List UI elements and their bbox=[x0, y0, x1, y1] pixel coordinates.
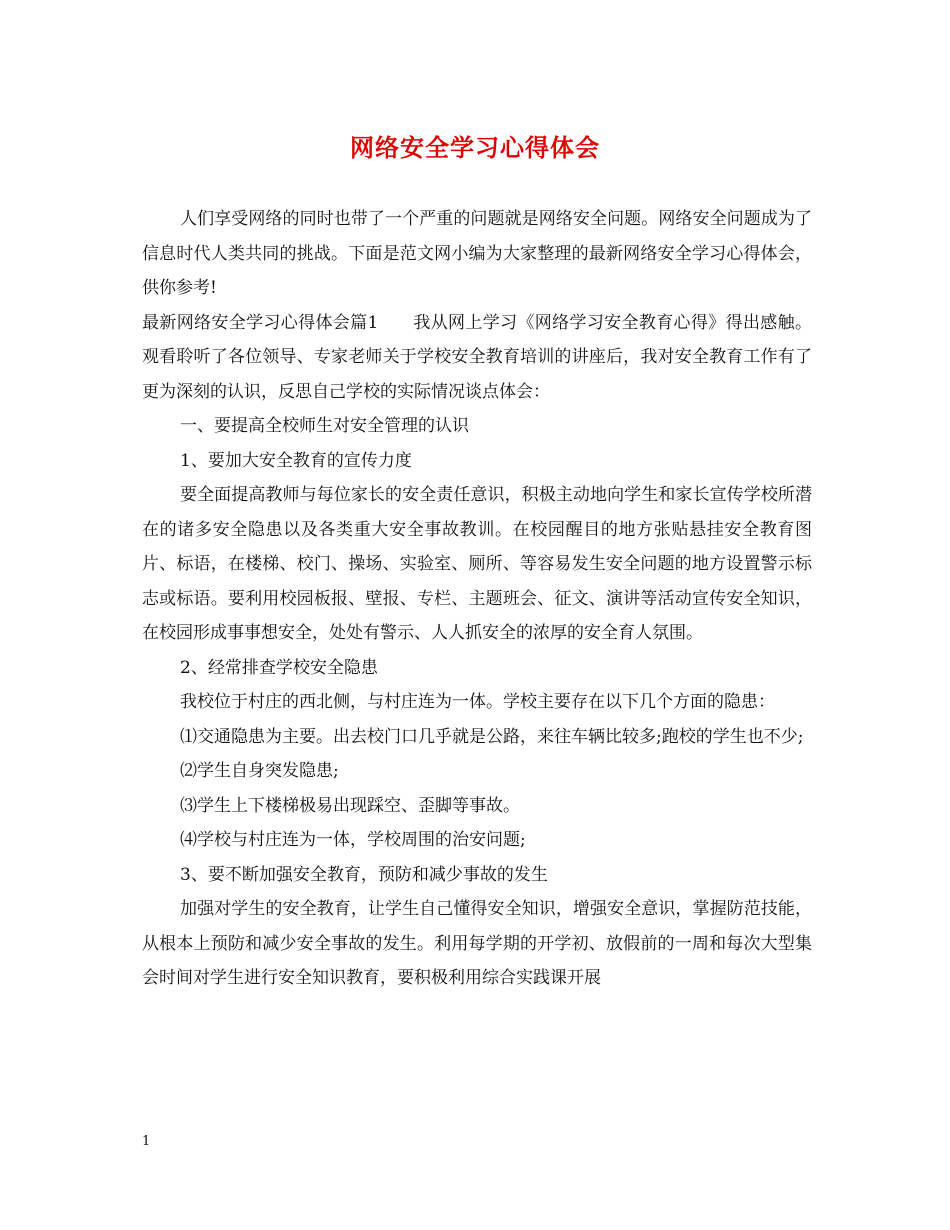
body-paragraph-1: 要全面提高教师与每位家长的安全责任意识，积极主动地向学生和家长宣传学校所潜在的诸多安全隐患以及各类重大安全事故教训。在校园醒目的地方张贴悬挂安全教育图片、标语，在楼梯、校门、操场、实验室、厕所、等容易发生安全问题的地方设置警示标志或标语。要利用校园板报、壁报、专栏、主题班会、征文、演讲等活动宣传安全知识，在校园形成事事想安全，处处有警示、人人抓安全的浓厚的安全育人氛围。 bbox=[142, 485, 812, 643]
article-heading-text: 最新网络安全学习心得体会篇1 我从网上学习《网络学习安全教育心得》得出感触。观看聆听了各位领导、专家老师关于学校安全教育培训的讲座后，我对安全教育工作有了更为深刻的认识，反思自己学校的实际情况谈点体会： bbox=[142, 312, 812, 402]
page-number: 1 bbox=[142, 1134, 151, 1149]
body-paragraph-3: 加强对学生的安全教育，让学生自己懂得安全知识，增强安全意识，掌握防范技能，从根本上预防和减少安全事故的发生。利用每学期的开学初、放假前的一周和每次大型集会时间对学生进行安全知识教育，要积极利用综合实践课开展 bbox=[142, 899, 812, 988]
hazard-item-2: ⑵学生自身突发隐患; bbox=[180, 761, 339, 781]
intro-paragraph: 人们享受网络的同时也带了一个严重的问题就是网络安全问题。网络安全问题成为了信息时代人类共同的挑战。下面是范文网小编为大家整理的最新网络安全学习心得体会，供你参考! bbox=[142, 209, 812, 298]
subsection-heading-1: 1、要加大安全教育的宣传力度 bbox=[180, 450, 412, 471]
section-heading-1: 一、要提高全校师生对安全管理的认识 bbox=[180, 416, 469, 436]
article-heading-paragraph bbox=[142, 306, 812, 410]
subsection-heading-3: 3、要不断加强安全教育，预防和减少事故的发生 bbox=[180, 864, 548, 885]
hazard-item-1: ⑴交通隐患为主要。出去校门口几乎就是公路，来往车辆比较多;跑校的学生也不少; bbox=[180, 726, 804, 747]
document-title: 网络安全学习心得体会 bbox=[350, 133, 600, 162]
hazard-item-4: ⑷学校与村庄连为一体，学校周围的治安问题; bbox=[180, 830, 526, 850]
body-paragraph-2: 我校位于村庄的西北侧，与村庄连为一体。学校主要存在以下几个方面的隐患： bbox=[180, 692, 775, 712]
document-body bbox=[142, 202, 812, 996]
subsection-heading-2: 2、经常排查学校安全隐患 bbox=[180, 657, 378, 678]
hazard-item-3: ⑶学生上下楼梯极易出现踩空、歪脚等事故。 bbox=[180, 795, 520, 816]
